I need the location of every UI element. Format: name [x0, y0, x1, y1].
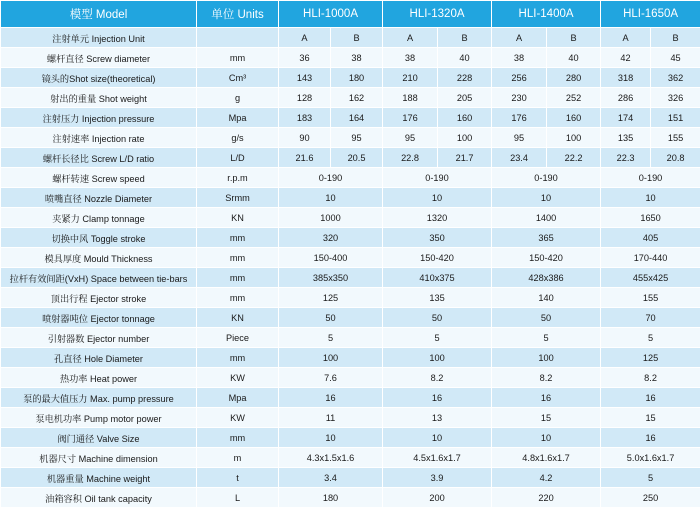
row-value: 21.6 — [279, 148, 331, 168]
header-unit: 单位 Units — [197, 1, 279, 28]
row-value: 385x350 — [279, 268, 383, 288]
row-param-label: 模具厚度 Mould Thickness — [1, 248, 197, 268]
header-row — [1, 1, 700, 28]
row-value: 16 — [279, 388, 383, 408]
row-value: 4.5x1.6x1.7 — [383, 448, 492, 468]
header-param: 模型 Model — [1, 1, 197, 28]
row-unit: KN — [197, 308, 279, 328]
row-value: 155 — [651, 128, 700, 148]
row-value: 22.8 — [383, 148, 438, 168]
table-row — [1, 268, 700, 288]
row-value: 3.4 — [279, 468, 383, 488]
row-value: 15 — [492, 408, 601, 428]
row-value: 230 — [492, 88, 547, 108]
row-value: 16 — [601, 388, 700, 408]
row-unit: mm — [197, 288, 279, 308]
row-param-label: 螺杆转速 Screw speed — [1, 168, 197, 188]
row-value: 318 — [601, 68, 651, 88]
row-param-label: 机器重量 Machine weight — [1, 468, 197, 488]
row-value: 4.8x1.6x1.7 — [492, 448, 601, 468]
row-value: 252 — [547, 88, 601, 108]
row-value: 16 — [383, 388, 492, 408]
row-value: 180 — [331, 68, 383, 88]
row-value: 22.3 — [601, 148, 651, 168]
spec-body — [1, 28, 700, 508]
row-value: 23.4 — [492, 148, 547, 168]
table-row — [1, 28, 700, 48]
row-value: 22.2 — [547, 148, 601, 168]
row-param-label: 顶出行程 Ejector stroke — [1, 288, 197, 308]
row-value: A — [383, 28, 438, 48]
row-value: 140 — [492, 288, 601, 308]
row-unit: m — [197, 448, 279, 468]
row-value: 1400 — [492, 208, 601, 228]
row-value: 220 — [492, 488, 601, 508]
row-value: 250 — [601, 488, 700, 508]
row-unit: KW — [197, 408, 279, 428]
row-value: 40 — [547, 48, 601, 68]
row-value: 45 — [651, 48, 700, 68]
row-value: 100 — [492, 348, 601, 368]
row-unit: t — [197, 468, 279, 488]
table-row — [1, 48, 700, 68]
table-row — [1, 128, 700, 148]
row-value: 0-190 — [383, 168, 492, 188]
row-unit: mm — [197, 248, 279, 268]
header-model: HLI-1400A — [492, 1, 601, 28]
row-value: 0-190 — [279, 168, 383, 188]
row-param-label: 油箱容积 Oil tank capacity — [1, 488, 197, 508]
row-unit: Cm³ — [197, 68, 279, 88]
table-row — [1, 248, 700, 268]
table-row — [1, 288, 700, 308]
row-value: 95 — [331, 128, 383, 148]
row-value: 5 — [601, 328, 700, 348]
row-value: 205 — [438, 88, 492, 108]
row-value: 10 — [279, 188, 383, 208]
row-param-label: 热功率 Heat power — [1, 368, 197, 388]
row-value: 150-420 — [383, 248, 492, 268]
row-value: 455x425 — [601, 268, 700, 288]
row-value: 100 — [383, 348, 492, 368]
table-row — [1, 148, 700, 168]
row-param-label: 喷嘴直径 Nozzle Diameter — [1, 188, 197, 208]
row-value: 125 — [279, 288, 383, 308]
row-param-label: 泵电机功率 Pump motor power — [1, 408, 197, 428]
row-value: 365 — [492, 228, 601, 248]
row-param-label: 阀门通径 Valve Size — [1, 428, 197, 448]
table-row — [1, 208, 700, 228]
row-value: 4.2 — [492, 468, 601, 488]
row-value: 155 — [601, 288, 700, 308]
row-value: 95 — [383, 128, 438, 148]
row-value: 150-420 — [492, 248, 601, 268]
row-value: 1000 — [279, 208, 383, 228]
row-value: 405 — [601, 228, 700, 248]
row-value: 100 — [438, 128, 492, 148]
row-value: 210 — [383, 68, 438, 88]
row-unit: mm — [197, 228, 279, 248]
row-value: 162 — [331, 88, 383, 108]
row-value: 280 — [547, 68, 601, 88]
table-row — [1, 108, 700, 128]
header-model: HLI-1320A — [383, 1, 492, 28]
row-value: A — [601, 28, 651, 48]
row-unit: Mpa — [197, 388, 279, 408]
row-unit: mm — [197, 428, 279, 448]
row-value: 5 — [383, 328, 492, 348]
table-row — [1, 388, 700, 408]
row-value: 176 — [383, 108, 438, 128]
table-row — [1, 168, 700, 188]
row-value: 50 — [279, 308, 383, 328]
row-value: 4.3x1.5x1.6 — [279, 448, 383, 468]
row-value: 50 — [383, 308, 492, 328]
row-param-label: 注射单元 Injection Unit — [1, 28, 197, 48]
row-value: 160 — [438, 108, 492, 128]
table-row — [1, 408, 700, 428]
row-unit: L — [197, 488, 279, 508]
row-unit: L/D — [197, 148, 279, 168]
table-row — [1, 428, 700, 448]
row-value: 135 — [601, 128, 651, 148]
row-value: 410x375 — [383, 268, 492, 288]
table-row — [1, 88, 700, 108]
row-unit: KN — [197, 208, 279, 228]
row-value: 38 — [331, 48, 383, 68]
header-model: HLI-1650A — [601, 1, 700, 28]
row-value: 95 — [492, 128, 547, 148]
row-value: 38 — [492, 48, 547, 68]
row-value: 7.6 — [279, 368, 383, 388]
row-param-label: 注射压力 Injection pressure — [1, 108, 197, 128]
row-value: A — [492, 28, 547, 48]
row-value: 188 — [383, 88, 438, 108]
table-row — [1, 488, 700, 508]
row-value: 42 — [601, 48, 651, 68]
row-value: 16 — [492, 388, 601, 408]
row-value: 174 — [601, 108, 651, 128]
row-value: 286 — [601, 88, 651, 108]
row-value: 3.9 — [383, 468, 492, 488]
row-param-label: 泵的最大值压力 Max. pump pressure — [1, 388, 197, 408]
row-value: 10 — [383, 428, 492, 448]
row-unit: g — [197, 88, 279, 108]
row-value: 5 — [492, 328, 601, 348]
table-row — [1, 228, 700, 248]
row-value: 21.7 — [438, 148, 492, 168]
row-param-label: 射出的重量 Shot weight — [1, 88, 197, 108]
row-value: 135 — [383, 288, 492, 308]
row-param-label: 注射速率 Injection rate — [1, 128, 197, 148]
row-value: 151 — [651, 108, 700, 128]
row-value: 10 — [279, 428, 383, 448]
row-value: 362 — [651, 68, 700, 88]
row-value: 5 — [279, 328, 383, 348]
row-value: 320 — [279, 228, 383, 248]
row-param-label: 孔直径 Hole Diameter — [1, 348, 197, 368]
row-unit: r.p.m — [197, 168, 279, 188]
row-value: 36 — [279, 48, 331, 68]
row-param-label: 镜头的Shot size(theoretical) — [1, 68, 197, 88]
header-model: HLI-1000A — [279, 1, 383, 28]
row-value: 256 — [492, 68, 547, 88]
row-value: 176 — [492, 108, 547, 128]
row-unit: mm — [197, 348, 279, 368]
row-value: 128 — [279, 88, 331, 108]
row-value: 40 — [438, 48, 492, 68]
row-param-label: 拉杆有效间距(VxH) Space between tie-bars — [1, 268, 197, 288]
row-value: 5.0x1.6x1.7 — [601, 448, 700, 468]
row-value: 10 — [383, 188, 492, 208]
row-param-label: 螺杆直径 Screw diameter — [1, 48, 197, 68]
row-value: 183 — [279, 108, 331, 128]
row-value: 200 — [383, 488, 492, 508]
row-value: 8.2 — [601, 368, 700, 388]
row-param-label: 喷射器吨位 Ejector tonnage — [1, 308, 197, 328]
row-value: 1650 — [601, 208, 700, 228]
row-value: 16 — [601, 428, 700, 448]
table-row — [1, 348, 700, 368]
row-value: 50 — [492, 308, 601, 328]
row-value: 90 — [279, 128, 331, 148]
row-value: 180 — [279, 488, 383, 508]
row-param-label: 夹紧力 Clamp tonnage — [1, 208, 197, 228]
row-value: 1320 — [383, 208, 492, 228]
table-row — [1, 368, 700, 388]
row-value: B — [651, 28, 700, 48]
row-value: 10 — [492, 188, 601, 208]
row-unit: Srmm — [197, 188, 279, 208]
row-value: 150-400 — [279, 248, 383, 268]
row-unit: Piece — [197, 328, 279, 348]
row-value: 170-440 — [601, 248, 700, 268]
row-value: 8.2 — [383, 368, 492, 388]
row-value: 428x386 — [492, 268, 601, 288]
row-unit: mm — [197, 48, 279, 68]
row-unit — [197, 28, 279, 48]
row-value: 38 — [383, 48, 438, 68]
row-param-label: 螺杆长径比 Screw L/D ratio — [1, 148, 197, 168]
row-unit: Mpa — [197, 108, 279, 128]
row-param-label: 机器尺寸 Machine dimension — [1, 448, 197, 468]
row-value: 125 — [601, 348, 700, 368]
table-row — [1, 308, 700, 328]
row-value: 15 — [601, 408, 700, 428]
table-row — [1, 328, 700, 348]
row-value: 70 — [601, 308, 700, 328]
table-row — [1, 188, 700, 208]
row-value: 228 — [438, 68, 492, 88]
row-param-label: 引射器数 Ejector number — [1, 328, 197, 348]
row-value: 0-190 — [492, 168, 601, 188]
row-value: 160 — [547, 108, 601, 128]
row-value: 164 — [331, 108, 383, 128]
row-unit: mm — [197, 268, 279, 288]
row-unit: g/s — [197, 128, 279, 148]
row-value: A — [279, 28, 331, 48]
row-value: 143 — [279, 68, 331, 88]
row-value: 8.2 — [492, 368, 601, 388]
row-value: 20.8 — [651, 148, 700, 168]
row-value: 20.5 — [331, 148, 383, 168]
row-value: 10 — [492, 428, 601, 448]
table-row — [1, 468, 700, 488]
table-row — [1, 448, 700, 468]
row-value: 100 — [547, 128, 601, 148]
row-unit: KW — [197, 368, 279, 388]
row-value: 5 — [601, 468, 700, 488]
row-param-label: 切换中风 Toggle stroke — [1, 228, 197, 248]
row-value: 13 — [383, 408, 492, 428]
row-value: B — [438, 28, 492, 48]
row-value: B — [547, 28, 601, 48]
row-value: 100 — [279, 348, 383, 368]
row-value: 11 — [279, 408, 383, 428]
row-value: 326 — [651, 88, 700, 108]
row-value: 0-190 — [601, 168, 700, 188]
row-value: 10 — [601, 188, 700, 208]
row-value: 350 — [383, 228, 492, 248]
row-value: B — [331, 28, 383, 48]
table-row — [1, 68, 700, 88]
